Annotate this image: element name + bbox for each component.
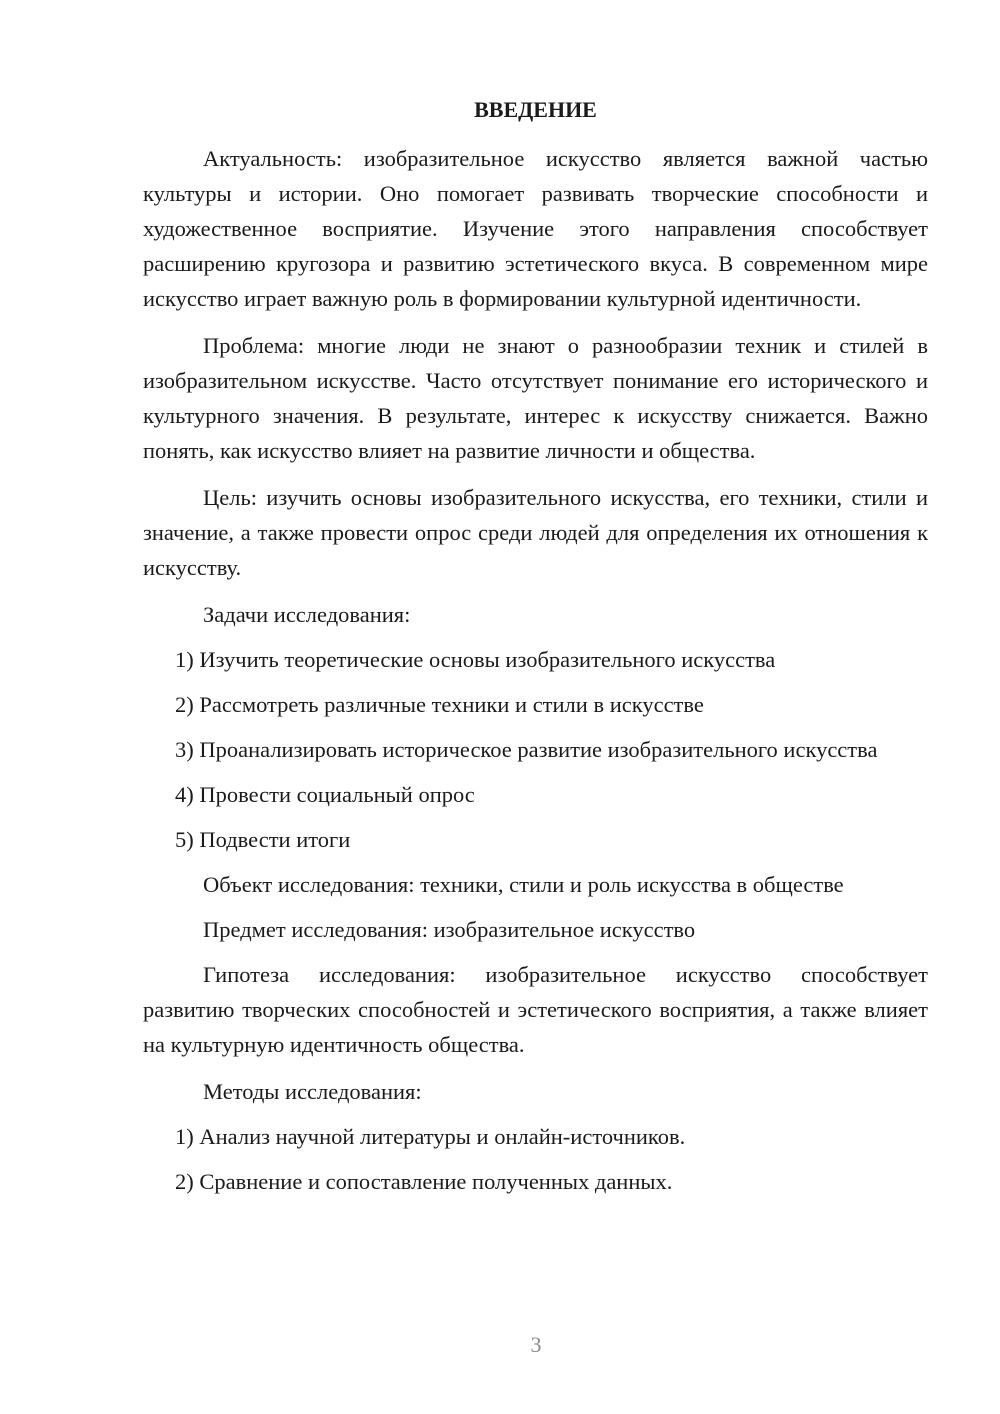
method-item-2: 2) Сравнение и сопоставление полученных данных.	[175, 1169, 673, 1194]
tasks-heading: Задачи исследования:	[203, 602, 411, 627]
task-item-1: 1) Изучить теоретические основы изобразительного искусства	[175, 647, 776, 672]
relevance-paragraph: Актуальность: изобразительное искусство является важной частью культуры и истории. Оно помогает развивать творческие способности и художественное восприятие. Изучение этого направления способствует расширению кругозора и развитию эстетического вкуса. В современном мире искусство играет важную роль в формировании культурной идентичности.	[143, 146, 928, 311]
task-item-5: 5) Подвести итоги	[175, 827, 351, 852]
research-object: Объект исследования: техники, стили и роль искусства в обществе	[203, 872, 844, 897]
methods-heading: Методы исследования:	[203, 1079, 422, 1104]
page-title: ВВЕДЕНИЕ	[474, 97, 597, 122]
research-subject: Предмет исследования: изобразительное искусство	[203, 917, 696, 942]
problem-paragraph: Проблема: многие люди не знают о разнообразии техник и стилей в изобразительном искусстве. Часто отсутствует понимание его исторического и культурного значения. В результате, интерес к искусству снижается. Важно понять, как искусство влияет на развитие личности и общества.	[143, 333, 928, 463]
document-page	[143, 92, 928, 1209]
task-item-2: 2) Рассмотреть различные техники и стили в искусстве	[175, 692, 704, 717]
research-hypothesis: Гипотеза исследования: изобразительное искусство способствует развитию творческих способностей и эстетического восприятия, а также влияет на культурную идентичность общества.	[143, 962, 928, 1057]
task-item-3: 3) Проанализировать историческое развитие изобразительного искусства	[175, 737, 878, 762]
method-item-1: 1) Анализ научной литературы и онлайн-источников.	[175, 1124, 686, 1149]
task-item-4: 4) Провести социальный опрос	[175, 782, 475, 807]
page-number: 3	[530, 1332, 542, 1357]
goal-paragraph: Цель: изучить основы изобразительного искусства, его техники, стили и значение, а также провести опрос среди людей для определения их отношения к искусству.	[143, 485, 928, 580]
